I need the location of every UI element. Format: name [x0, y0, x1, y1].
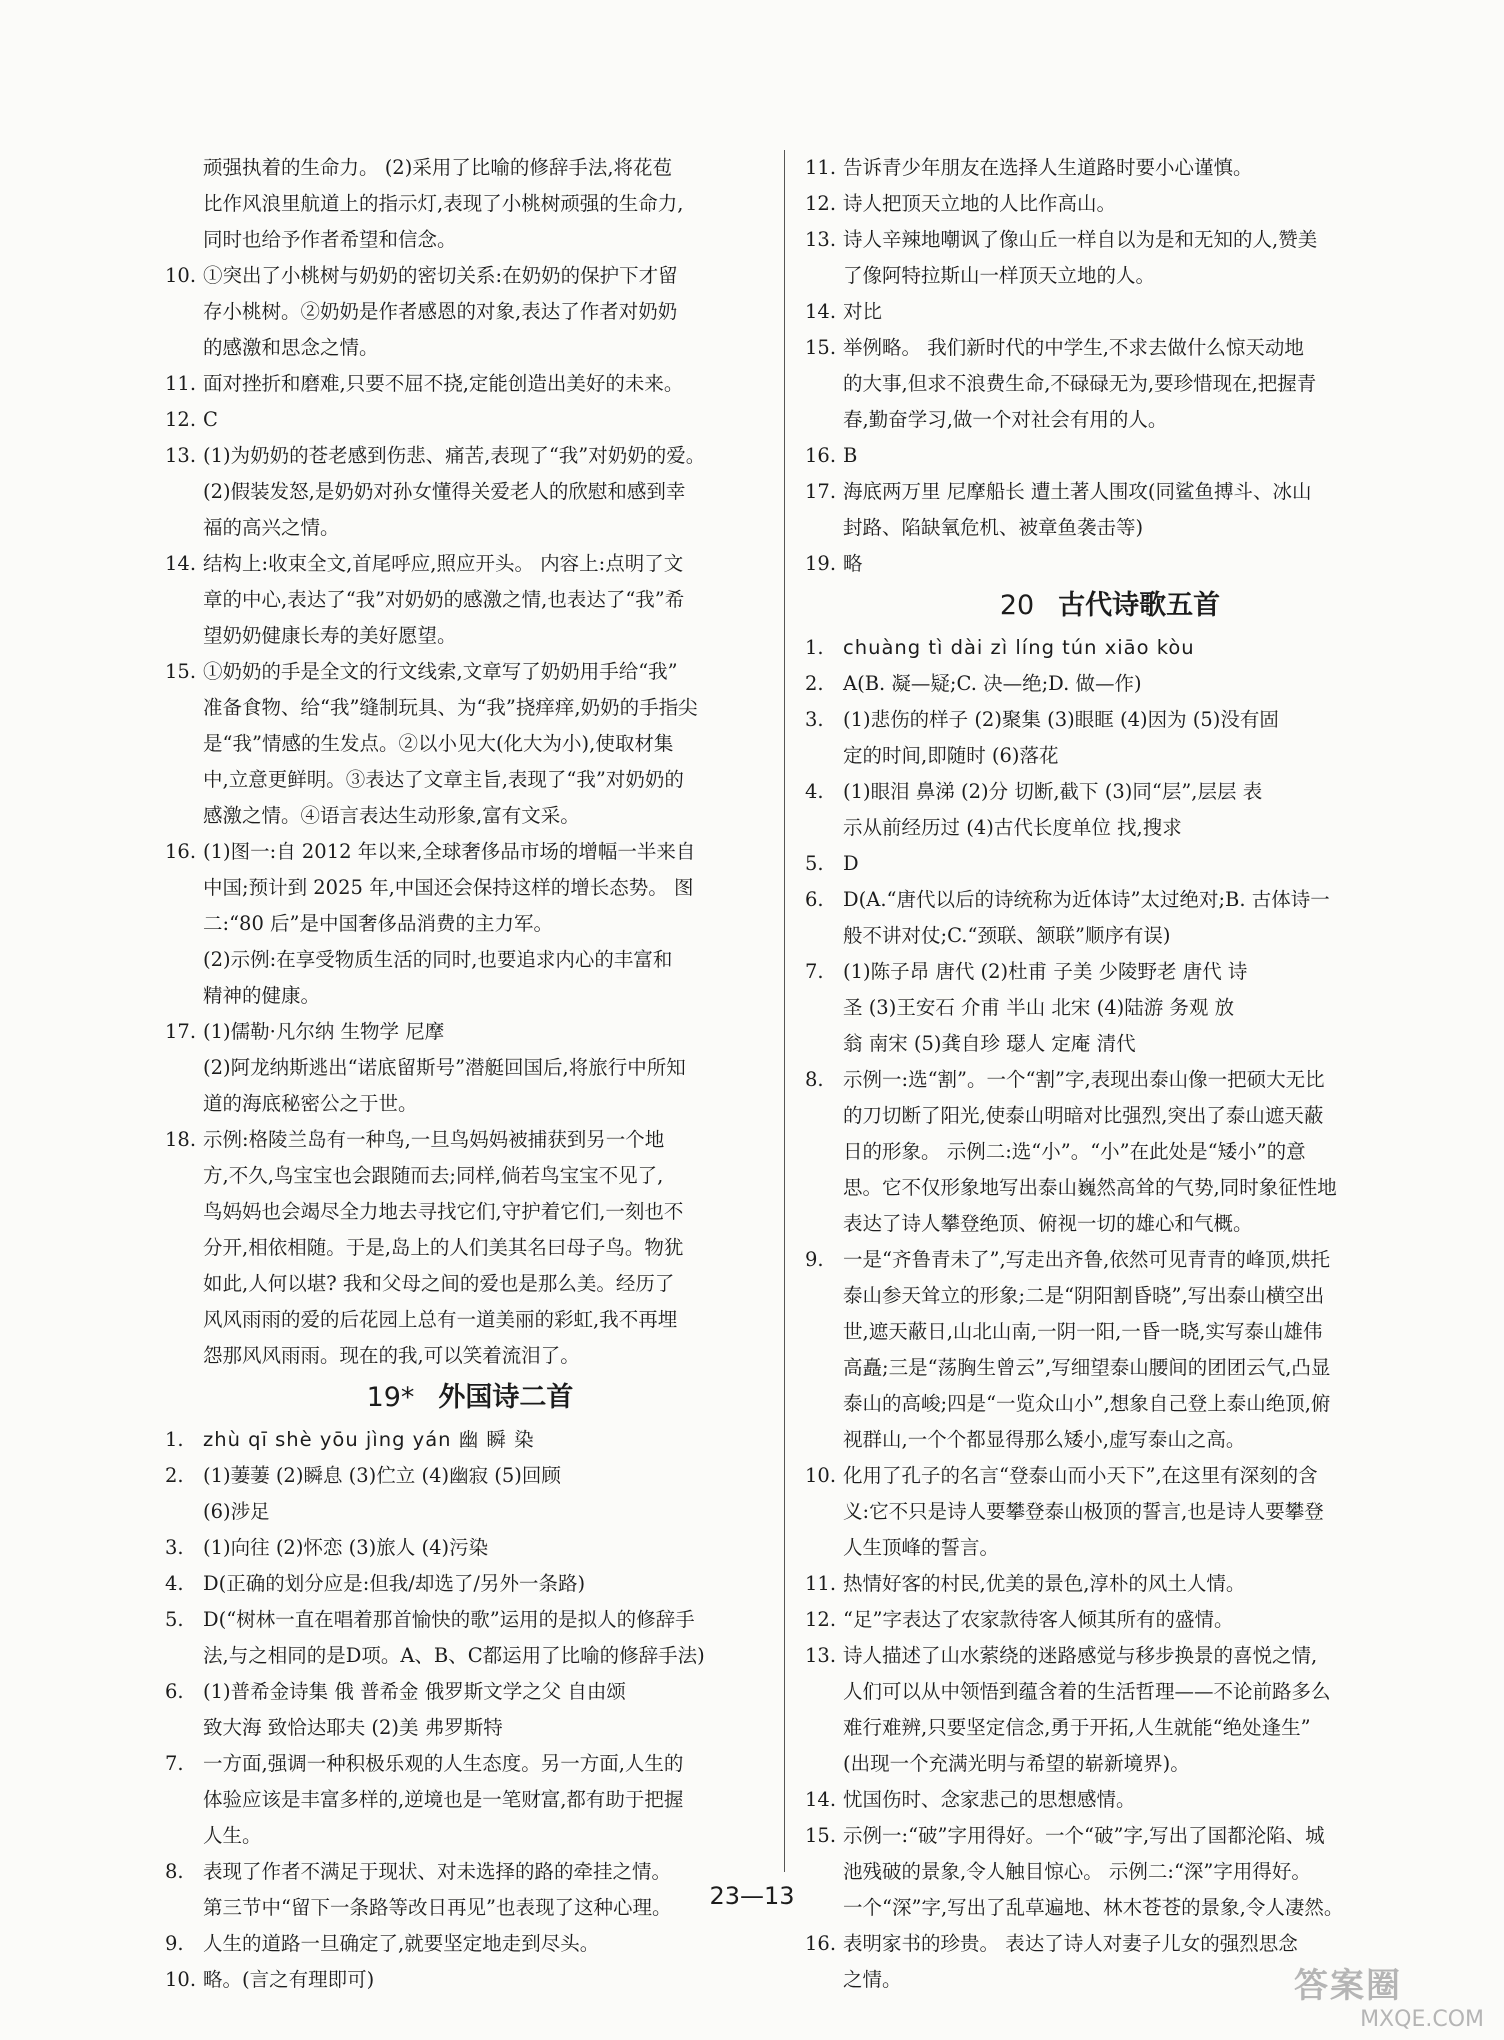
answer-number: 18.: [165, 1128, 197, 1151]
answer-text: 如此,人何以堪? 我和父母之间的爱也是那么美。经历了: [203, 1272, 675, 1295]
answer-text: 的大事,但求不浪费生命,不碌碌无为,要珍惜现在,把握青: [843, 372, 1317, 395]
answer-number: 16.: [805, 444, 837, 467]
answer-number: 13.: [805, 228, 837, 251]
answer-number: 2.: [165, 1464, 184, 1487]
answer-text: 池残破的景象,令人触目惊心。 示例二:“深”字用得好。: [843, 1860, 1311, 1883]
answer-text: 思。它不仅形象地写出泰山巍然高耸的气势,同时象征性地: [843, 1176, 1337, 1199]
answer-item: [805, 846, 1415, 882]
answer-item: [165, 1422, 775, 1458]
answer-line: [165, 654, 775, 690]
right-column: [805, 150, 1415, 1998]
answer-item: [805, 666, 1415, 702]
answer-item: [805, 150, 1415, 186]
answer-item: [805, 294, 1415, 330]
answer-text: 存小桃树。②奶奶是作者感恩的对象,表达了作者对奶奶: [203, 300, 678, 323]
answer-number: 12.: [805, 1608, 837, 1631]
answer-number: 17.: [805, 480, 837, 503]
answer-line: [165, 1122, 775, 1158]
answer-line: [805, 474, 1415, 510]
answer-number: 7.: [805, 960, 824, 983]
answer-line: [805, 1638, 1415, 1674]
answer-item: [805, 222, 1415, 294]
answer-item: [805, 546, 1415, 582]
answer-line: [165, 1674, 775, 1710]
answer-item: [805, 774, 1415, 846]
answer-line: [165, 1458, 775, 1494]
answer-line: [165, 1926, 775, 1962]
answer-text: 日的形象。 示例二:选“小”。“小”在此处是“矮小”的意: [843, 1140, 1306, 1163]
answer-item: [805, 1062, 1415, 1242]
answer-item: [165, 1122, 775, 1374]
answer-text: 是“我”情感的生发点。②以小见大(化大为小),使取材集: [203, 732, 674, 755]
answer-text: 难行难辨,只要坚定信念,勇于开拓,人生就能“绝处逢生”: [843, 1716, 1311, 1739]
answer-text: 方,不久,鸟宝宝也会跟随而去;同样,倘若鸟宝宝不见了,: [203, 1164, 664, 1187]
continued-text: 顽强执着的生命力。 (2)采用了比喻的修辞手法,将花苞: [203, 156, 673, 179]
answer-line: [165, 546, 775, 582]
answer-item: [165, 654, 775, 834]
answer-number: 5.: [165, 1608, 184, 1631]
answer-text: 定的时间,即随时 (6)落花: [843, 744, 1059, 767]
answer-item: [805, 702, 1415, 774]
answer-number: 10.: [165, 1968, 197, 1991]
continued-text: 比作风浪里航道上的指示灯,表现了小桃树顽强的生命力,: [203, 192, 684, 215]
answer-number: 2.: [805, 672, 824, 695]
answer-text: 分开,相依相随。于是,岛上的人们美其名曰母子鸟。物犹: [203, 1236, 684, 1259]
answer-text: 了像阿特拉斯山一样顶天立地的人。: [843, 264, 1156, 287]
answer-number: 1.: [805, 636, 824, 659]
answer-number: 16.: [805, 1932, 837, 1955]
answer-number: 14.: [805, 300, 837, 323]
answer-number: 11.: [165, 372, 197, 395]
answer-text: D(A.“唐代以后的诗统称为近体诗”太过绝对;B. 古体诗一: [843, 888, 1330, 911]
answer-line: [805, 882, 1415, 918]
answer-text: 化用了孔子的名言“登泰山而小天下”,在这里有深刻的含: [843, 1464, 1318, 1487]
answer-line: [805, 954, 1415, 990]
answer-line: [165, 1602, 775, 1638]
answer-text: ①奶奶的手是全文的行文线索,文章写了奶奶用手给“我”: [203, 660, 678, 683]
answer-text: 忧国伤时、念家悲己的思想感情。: [843, 1788, 1136, 1811]
answer-line: [805, 774, 1415, 810]
answer-line: [805, 1926, 1415, 1962]
answer-line: [805, 1782, 1415, 1818]
answer-text: 诗人把顶天立地的人比作高山。: [843, 192, 1117, 215]
answer-text: 结构上:收束全文,首尾呼应,照应开头。 内容上:点明了文: [203, 552, 684, 575]
answer-number: 8.: [165, 1860, 184, 1883]
answer-line: [805, 1458, 1415, 1494]
answer-item: [165, 1674, 775, 1746]
answer-number: 15.: [165, 660, 197, 683]
answer-item: [805, 186, 1415, 222]
answer-text: 二:“80 后”是中国奢侈品消费的主力军。: [203, 912, 554, 935]
answer-item: [805, 1242, 1415, 1458]
answer-text: D: [843, 852, 859, 875]
answer-number: 11.: [805, 1572, 837, 1595]
answer-line: [165, 1422, 775, 1458]
answer-item: [805, 1458, 1415, 1566]
answer-item: [165, 258, 775, 366]
answer-number: 9.: [805, 1248, 824, 1271]
answer-text: 示从前经历过 (4)古代长度单位 找,搜求: [843, 816, 1182, 839]
answer-line: [805, 294, 1415, 330]
answer-text: B: [843, 444, 858, 467]
answer-number: 11.: [805, 156, 837, 179]
answer-item: [805, 1782, 1415, 1818]
answer-text: C: [203, 408, 218, 431]
answer-item: [165, 1014, 775, 1122]
answer-number: 12.: [165, 408, 197, 431]
answer-line: [805, 222, 1415, 258]
answer-number: 14.: [165, 552, 197, 575]
answer-number: 13.: [165, 444, 197, 467]
answer-text: D(“树林一直在唱着那首愉快的歌”运用的是拟人的修辞手: [203, 1608, 695, 1631]
answer-text: 视群山,一个个都显得那么矮小,虚写泰山之高。: [843, 1428, 1246, 1451]
answer-text: 体验应该是丰富多样的,逆境也是一笔财富,都有助于把握: [203, 1788, 684, 1811]
answer-text: 示例:格陵兰岛有一种鸟,一旦鸟妈妈被捕获到另一个地: [203, 1128, 665, 1151]
answer-text: 章的中心,表达了“我”对奶奶的感激之情,也表达了“我”希: [203, 588, 685, 611]
answer-line: [805, 702, 1415, 738]
answer-text: (1)萋萋 (2)瞬息 (3)伫立 (4)幽寂 (5)回顾: [203, 1464, 561, 1487]
section-number: 19*: [366, 1382, 415, 1413]
answer-text: 人们可以从中领悟到蕴含着的生活哲理——不论前路多么: [843, 1680, 1331, 1703]
answer-number: 6.: [165, 1680, 184, 1703]
answer-text: D(正确的划分应是:但我/却选了/另外一条路): [203, 1572, 586, 1595]
answer-line: [805, 150, 1415, 186]
answer-item: [165, 1962, 775, 1998]
answer-text: 精神的健康。: [203, 984, 321, 1007]
answer-line: [165, 366, 775, 402]
column-divider: [784, 150, 785, 1872]
answer-item: [165, 546, 775, 654]
answer-text: 对比: [843, 300, 883, 323]
answer-text: 封路、陷缺氧危机、被章鱼袭击等): [843, 516, 1144, 539]
section-number: 20: [999, 590, 1035, 621]
answer-text: 中国;预计到 2025 年,中国还会保持这样的增长态势。 图: [203, 876, 694, 899]
answer-number: 16.: [165, 840, 197, 863]
answer-item: [805, 630, 1415, 666]
answer-number: 3.: [165, 1536, 184, 1559]
answer-text: 鸟妈妈也会竭尽全力地去寻找它们,守护着它们,一刻也不: [203, 1200, 684, 1223]
answer-text: (1)眼泪 鼻涕 (2)分 切断,截下 (3)同“层”,层层 表: [843, 780, 1263, 803]
answer-item: [805, 954, 1415, 1062]
answer-text: (1)陈子昂 唐代 (2)杜甫 子美 少陵野老 唐代 诗: [843, 960, 1248, 983]
answer-number: 10.: [805, 1464, 837, 1487]
answer-text: 的感激和思念之情。: [203, 336, 379, 359]
answer-text: 表达了诗人攀登绝顶、俯视一切的雄心和气概。: [843, 1212, 1253, 1235]
answer-line: [165, 1962, 775, 1998]
answer-line: [805, 1566, 1415, 1602]
answer-item: [805, 1602, 1415, 1638]
answer-text: (1)向往 (2)怀恋 (3)旅人 (4)污染: [203, 1536, 489, 1559]
answer-line: [165, 1746, 775, 1782]
answer-text: 义:它不只是诗人要攀登泰山极顶的誓言,也是诗人要攀登: [843, 1500, 1324, 1523]
answer-text: 之情。: [843, 1968, 902, 1991]
answer-text: (6)涉足: [203, 1500, 270, 1523]
answer-text: (2)假装发怒,是奶奶对孙女懂得关爱老人的欣慰和感到幸: [203, 480, 686, 503]
answer-text: (2)示例:在享受物质生活的同时,也要追求内心的丰富和: [203, 948, 673, 971]
answer-text: 的刀切断了阳光,使泰山明暗对比强烈,突出了泰山遮天蔽: [843, 1104, 1324, 1127]
answer-number: 12.: [805, 192, 837, 215]
answer-text: 风风雨雨的爱的后花园上总有一道美丽的彩虹,我不再埋: [203, 1308, 678, 1331]
answer-text: 表明家书的珍贵。 表达了诗人对妻子儿女的强烈思念: [843, 1932, 1298, 1955]
answer-text: 面对挫折和磨难,只要不屈不挠,定能创造出美好的未来。: [203, 372, 684, 395]
answer-number: 10.: [165, 264, 197, 287]
answer-item: [165, 1566, 775, 1602]
answer-text: 圣 (3)王安石 介甫 半山 北宋 (4)陆游 务观 放: [843, 996, 1235, 1019]
watermark: [1294, 1958, 1484, 2032]
answer-text: 福的高兴之情。: [203, 516, 340, 539]
answer-text: (1)悲伤的样子 (2)聚集 (3)眼眶 (4)因为 (5)没有固: [843, 708, 1279, 731]
left-column: [165, 150, 775, 1998]
section-name: 古代诗歌五首: [1058, 590, 1221, 621]
answer-line: [805, 186, 1415, 222]
answer-item: [165, 1926, 775, 1962]
answer-line: [805, 546, 1415, 582]
answer-text: (1)儒勒·凡尔纳 生物学 尼摩: [203, 1020, 445, 1043]
answer-item: [805, 330, 1415, 438]
answer-text: 望奶奶健康长寿的美好愿望。: [203, 624, 457, 647]
answer-text: 泰山参天耸立的形象;二是“阴阳割昏晓”,写出泰山横空出: [843, 1284, 1325, 1307]
answer-line: [805, 1818, 1415, 1854]
answer-text: zhù qī shè yōu jìng yán 幽 瞬 染: [203, 1428, 535, 1451]
answer-text: (出现一个充满光明与希望的崭新境界)。: [843, 1752, 1190, 1775]
answer-number: 6.: [805, 888, 824, 911]
answer-item: [165, 402, 775, 438]
answer-text: 第三节中“留下一条路等改日再见”也表现了这种心理。: [203, 1896, 672, 1919]
answer-text: 举例略。 我们新时代的中学生,不求去做什么惊天动地: [843, 336, 1304, 359]
answer-text: 准备食物、给“我”缝制玩具、为“我”挠痒痒,奶奶的手指尖: [203, 696, 698, 719]
answer-item: [805, 1638, 1415, 1782]
answer-item: [805, 1566, 1415, 1602]
answer-text: 略。(言之有理即可): [203, 1968, 375, 1991]
answer-line: [805, 666, 1415, 702]
answer-item: [165, 1602, 775, 1674]
answer-number: 4.: [805, 780, 824, 803]
answer-line: [805, 330, 1415, 366]
answer-text: 泰山的高峻;四是“一览众山小”,想象自己登上泰山绝顶,俯: [843, 1392, 1331, 1415]
answer-number: 14.: [805, 1788, 837, 1811]
answer-number: 3.: [805, 708, 824, 731]
answer-number: 17.: [165, 1020, 197, 1043]
answer-item: [165, 1746, 775, 1854]
answer-item: [805, 474, 1415, 546]
answer-item: [165, 1458, 775, 1530]
answer-text: 感激之情。④语言表达生动形象,富有文采。: [203, 804, 580, 827]
answer-item: [165, 1530, 775, 1566]
answer-text: 人生的道路一旦确定了,就要坚定地走到尽头。: [203, 1932, 600, 1955]
answer-line: [165, 1566, 775, 1602]
answer-line: [165, 1014, 775, 1050]
answer-number: 13.: [805, 1644, 837, 1667]
answer-text: 略: [843, 552, 863, 575]
answer-number: 15.: [805, 1824, 837, 1847]
answer-text: (1)图一:自 2012 年以来,全球奢侈品市场的增幅一半来自: [203, 840, 696, 863]
answer-text: ①突出了小桃树与奶奶的密切关系:在奶奶的保护下才留: [203, 264, 678, 287]
answer-text: 翁 南宋 (5)龚自珍 璱人 定庵 清代: [843, 1032, 1136, 1055]
answer-text: 热情好客的村民,优美的景色,淳朴的风土人情。: [843, 1572, 1246, 1595]
watermark-logo: 答案圈: [1294, 1966, 1402, 2006]
section-title: [165, 1376, 775, 1420]
answer-item: [805, 438, 1415, 474]
answer-text: 诗人描述了山水萦绕的迷路感觉与移步换景的喜悦之情,: [843, 1644, 1318, 1667]
answer-line: [165, 1530, 775, 1566]
answer-text: 一是“齐鲁青未了”,写走出齐鲁,依然可见青青的峰顶,烘托: [843, 1248, 1331, 1271]
answer-item: [165, 834, 775, 1014]
answer-number: 1.: [165, 1428, 184, 1451]
answer-number: 5.: [805, 852, 824, 875]
section-title: [805, 584, 1415, 628]
answer-text: A(B. 凝—疑;C. 决—绝;D. 做—作): [843, 672, 1142, 695]
answer-number: 4.: [165, 1572, 184, 1595]
answer-line: [805, 1242, 1415, 1278]
answer-text: (1)普希金诗集 俄 普希金 俄罗斯文学之父 自由颂: [203, 1680, 626, 1703]
answer-line: [805, 438, 1415, 474]
answer-number: 15.: [805, 336, 837, 359]
answer-line: [805, 846, 1415, 882]
answer-text: 示例一:选“割”。一个“割”字,表现出泰山像一把硕大无比: [843, 1068, 1325, 1091]
answer-text: (1)为奶奶的苍老感到伤悲、痛苦,表现了“我”对奶奶的爱。: [203, 444, 706, 467]
answer-text: 道的海底秘密公之于世。: [203, 1092, 418, 1115]
watermark-url: MXQE.COM: [1360, 2007, 1484, 2032]
answer-text: 世,遮天蔽日,山北山南,一阴一阳,一昏一晓,实写泰山雄伟: [843, 1320, 1323, 1343]
answer-number: 19.: [805, 552, 837, 575]
answer-item: [165, 366, 775, 402]
section-name: 外国诗二首: [438, 1382, 574, 1413]
answer-text: “足”字表达了农家款待客人倾其所有的盛情。: [843, 1608, 1234, 1631]
answer-text: 告诉青少年朋友在选择人生道路时要小心谨慎。: [843, 156, 1253, 179]
answer-item: [805, 882, 1415, 954]
answer-number: 7.: [165, 1752, 184, 1775]
answer-text: 法,与之相同的是D项。A、B、C都运用了比喻的修辞手法): [203, 1644, 705, 1667]
answer-text: 中,立意更鲜明。③表达了文章主旨,表现了“我”对奶奶的: [203, 768, 684, 791]
answer-line: [165, 258, 775, 294]
answer-text: 般不讲对仗;C.“颈联、颔联”顺序有误): [843, 924, 1171, 947]
answer-text: (2)阿龙纳斯逃出“诺底留斯号”潜艇回国后,将旅行中所知: [203, 1056, 686, 1079]
answer-line: [165, 402, 775, 438]
answer-item: [165, 438, 775, 546]
answer-line: [805, 1062, 1415, 1098]
answer-text: 致大海 致恰达耶夫 (2)美 弗罗斯特: [203, 1716, 503, 1739]
answer-text: 春,勤奋学习,做一个对社会有用的人。: [843, 408, 1168, 431]
answer-line: [165, 834, 775, 870]
answer-number: 9.: [165, 1932, 184, 1955]
answer-text: 人生。: [203, 1824, 262, 1847]
answer-text: 表现了作者不满足于现状、对未选择的路的牵挂之情。: [203, 1860, 672, 1883]
answer-text: 怨那风风雨雨。现在的我,可以笑着流泪了。: [203, 1344, 580, 1367]
answer-text: 高矗;三是“荡胸生曾云”,写细望泰山腰间的团团云气,凸显: [843, 1356, 1331, 1379]
answer-text: 示例一:“破”字用得好。一个“破”字,写出了国都沦陷、城: [843, 1824, 1325, 1847]
page-number: 23—13: [709, 1882, 795, 1910]
answer-line: [165, 438, 775, 474]
answer-number: 8.: [805, 1068, 824, 1091]
answer-line: [805, 630, 1415, 666]
answer-text: 一方面,强调一种积极乐观的人生态度。另一方面,人生的: [203, 1752, 684, 1775]
answer-text: chuàng tì dài zì líng tún xiāo kòu: [843, 636, 1195, 659]
answer-text: 人生顶峰的誓言。: [843, 1536, 1000, 1559]
continued-text: 同时也给予作者希望和信念。: [203, 228, 457, 251]
answer-text: 诗人辛辣地嘲讽了像山丘一样自以为是和无知的人,赞美: [843, 228, 1318, 251]
answer-line: [805, 1602, 1415, 1638]
answer-text: 海底两万里 尼摩船长 遭土著人围攻(同鲨鱼搏斗、冰山: [843, 480, 1312, 503]
answer-text: 一个“深”字,写出了乱草遍地、林木苍苍的景象,令人凄然。: [843, 1896, 1344, 1919]
